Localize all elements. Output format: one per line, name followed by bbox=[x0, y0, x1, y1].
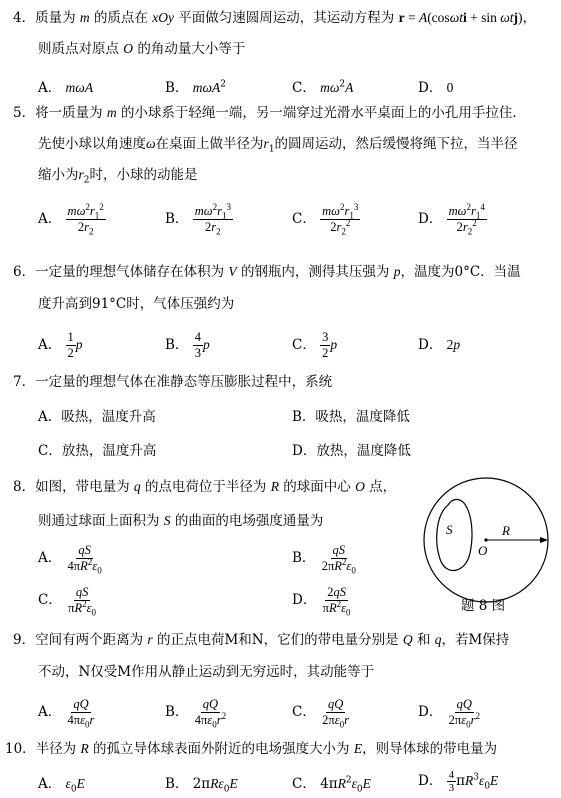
q8-option-b: B． $\frac{qS}{2\pi R^2\varepsilon_0}$ bbox=[292, 543, 356, 576]
q5-line1: 5．将一质量为 m 的小球系于轻绳一端，另一端穿过光滑水平桌面上的小孔用手拉住． bbox=[13, 105, 526, 121]
q9-number: 9． bbox=[13, 632, 36, 648]
q6-line1: 6．一定量的理想气体储存在体积为 V 的钢瓶内，测得其压强为 p，温度为0°C．当温 bbox=[13, 264, 521, 280]
q9-option-a: A． $\frac{qQ}{4\pi\varepsilon_0r}$ bbox=[38, 697, 95, 730]
q6-number: 6． bbox=[13, 264, 36, 280]
q5-option-d: D． $\frac{m\omega^2r_1^4}{2r_2^2}$ bbox=[418, 201, 485, 237]
q7-option-a: A．吸热，温度升高 bbox=[38, 409, 156, 425]
q4-line1: 4．质量为 m 的质点在 xOy 平面做匀速圆周运动，其运动方程为 r = A(cosωti + sin ωtj)， bbox=[13, 10, 537, 26]
q4-number: 4． bbox=[13, 10, 36, 26]
q8-number: 8． bbox=[13, 479, 36, 495]
q6-option-b: B． $\frac{4}{3}$ p bbox=[165, 330, 210, 360]
q9-option-d: D． $\frac{qQ}{2\pi\varepsilon_0r^2}$ bbox=[418, 697, 480, 730]
q8-figure-caption: 题 8 图 bbox=[461, 598, 506, 614]
q6-line2: 度升高到91°C时，气体压强约为 bbox=[38, 296, 235, 312]
surface-s-shape bbox=[437, 499, 472, 570]
q5-line3: 缩小为$r_2$时，小球的动能是 bbox=[38, 167, 198, 186]
q7-line1: 7．一定量的理想气体在准静态等压膨胀过程中，系统 bbox=[13, 374, 333, 390]
q7-option-b: B．吸热，温度降低 bbox=[292, 409, 410, 425]
q9-line1: 9．空间有两个距离为 r 的正点电荷M和N，它们的带电量分别是 Q 和 q，若M保持 bbox=[13, 632, 510, 648]
label-r: R bbox=[502, 523, 510, 538]
q4-line2: 则质点对原点 O 的角动量大小等于 bbox=[38, 41, 246, 57]
q7-option-c: C．放热，温度升高 bbox=[38, 443, 157, 459]
q8-option-a: A． $\frac{qS}{4\pi R^2\varepsilon_0}$ bbox=[38, 543, 102, 576]
q6-option-d: D． 2p bbox=[418, 337, 461, 353]
label-o: O bbox=[478, 543, 488, 558]
q7-option-d: D．放热，温度降低 bbox=[292, 443, 411, 459]
q9-option-b: B． $\frac{qQ}{4\pi\varepsilon_0r^2}$ bbox=[165, 697, 227, 730]
q9-line2: 不动，N仅受M作用从静止运动到无穷远时，其动能等于 bbox=[38, 664, 375, 680]
q8-figure bbox=[418, 477, 558, 617]
q4-option-a: A． mωA bbox=[38, 80, 94, 96]
q7-number: 7． bbox=[13, 374, 36, 390]
q4-option-c: C． $m\omega^2A$ bbox=[292, 79, 354, 96]
q6-option-a: A． $\frac{1}{2}$ p bbox=[38, 330, 83, 360]
q4-option-d: D． 0 bbox=[418, 80, 454, 96]
q10-line1: 10．半径为 R 的孤立导体球表面外附近的电场强度大小为 E，则导体球的带电量为 bbox=[5, 741, 498, 757]
q10-option-c: C． $4\pi R^2\varepsilon_0E$ bbox=[292, 775, 371, 795]
q8-option-c: C． $\frac{qS}{\pi R^2\varepsilon_0}$ bbox=[38, 585, 97, 618]
q8-line2: 则通过球面上面积为 S 的曲面的电场强度通量为 bbox=[38, 513, 324, 529]
q5-number: 5． bbox=[13, 105, 36, 121]
q5-line2: 先使小球以角速度ω在桌面上做半径为$r_1$的圆周运动，然后缓慢将绳下拉，当半径 bbox=[38, 136, 518, 155]
radius-arrowhead bbox=[540, 537, 548, 543]
q5-option-b: B． $\frac{m\omega^2r_1^3}{2r_2}$ bbox=[165, 201, 231, 237]
label-s: S bbox=[446, 522, 453, 537]
q10-number: 10． bbox=[5, 741, 36, 757]
q8-line1: 8．如图，带电量为 q 的点电荷位于半径为 R 的球面中心 O 点， bbox=[13, 479, 397, 495]
q10-option-b: B． 2πRε$_0$E bbox=[165, 776, 238, 795]
q9-option-c: C． $\frac{qQ}{2\pi\varepsilon_0r}$ bbox=[292, 697, 350, 730]
q5-option-c: C． $\frac{m\omega^2r_1^3}{2r_2^2}$ bbox=[292, 201, 359, 237]
q5-option-a: A． $\frac{m\omega^2r_1^2}{2r_2}$ bbox=[38, 201, 104, 237]
q10-option-d: D． $\frac{4}{3}$ $\pi R^3\varepsilon_0E$ bbox=[418, 769, 499, 794]
q6-option-c: C． $\frac{3}{2}$ p bbox=[292, 330, 338, 360]
q4-option-b: B． mωA$^2$ bbox=[165, 79, 226, 96]
q8-option-d: D． $\frac{2qS}{\pi R^2\varepsilon_0}$ bbox=[292, 585, 351, 618]
q10-option-a: A． $\varepsilon_0E$ bbox=[38, 776, 85, 795]
